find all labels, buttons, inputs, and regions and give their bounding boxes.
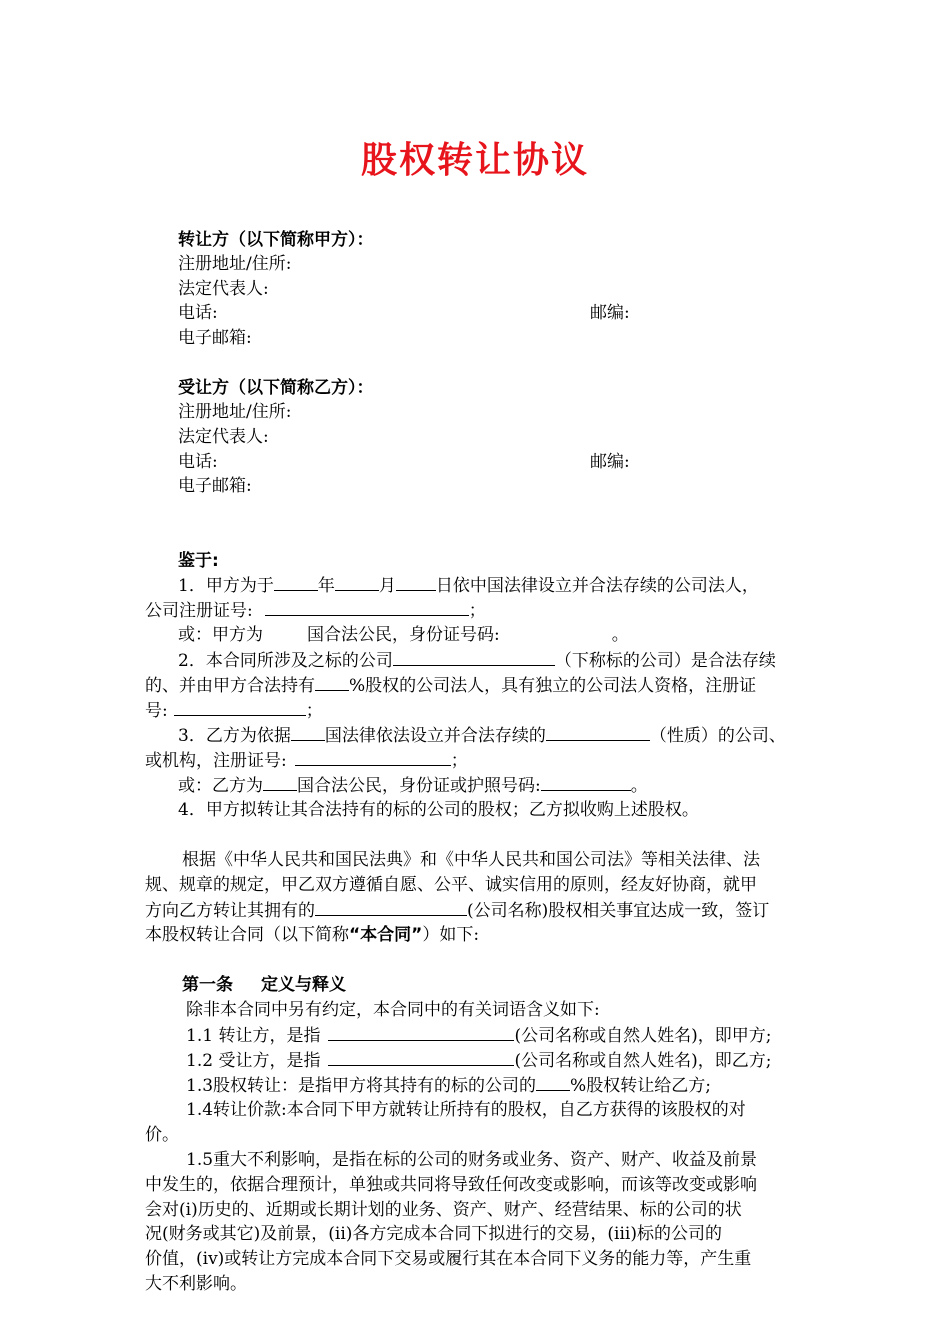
whereas-clause-1-line-1: [178, 573, 759, 598]
party-a-heading: 转让方（以下简称甲方）：: [178, 230, 374, 250]
fill-blank-passport-no[interactable]: [541, 773, 631, 791]
clause-text: ；: [305, 701, 323, 721]
clause-text: 2．本合同所涉及之标的公司: [178, 651, 393, 671]
definition-1-5-line-4: 况(财务或其它)及前景，(ii)各方完成本合同下拟进行的交易，(iii)标的公司的: [145, 1224, 722, 1244]
clause-text: 或：甲方为: [178, 625, 263, 645]
clause-text: 国合法公民，身份证或护照号码:: [297, 776, 541, 796]
fill-blank-transferee[interactable]: [328, 1048, 514, 1066]
whereas-clause-1-line-3: [178, 623, 629, 647]
whereas-clause-1-line-2: [145, 598, 486, 623]
clause-text: 。: [630, 776, 648, 796]
article-1-heading: [182, 973, 346, 997]
fill-blank-percent[interactable]: [315, 673, 349, 691]
contract-short-name: “本合同”: [349, 925, 423, 945]
fill-blank-country[interactable]: [263, 773, 297, 791]
definition-1-5-line-5: 价值，(iv)或转让方完成本合同下交易或履行其在本合同下义务的能力等，产生重: [145, 1249, 752, 1269]
clause-text: 1．甲方为于: [178, 576, 274, 596]
clause-text: 月: [378, 576, 396, 596]
clause-text: 国法律依法设立并合法存续的: [324, 726, 546, 746]
definition-1-5-line-1: 1.5重大不利影响，是指在标的公司的财务或业务、资产、财产、收益及前景: [186, 1150, 758, 1170]
fill-blank-percent[interactable]: [536, 1073, 570, 1091]
fill-blank-transferor[interactable]: [328, 1023, 514, 1041]
fill-blank-registration-no[interactable]: [265, 598, 469, 616]
clause-text: 3．乙方为依据: [178, 726, 291, 746]
definition-1-5-line-3: 会对(i)历史的、近期或长期计划的业务、资产、财产、经营结果、标的公司的状: [145, 1200, 742, 1220]
clause-text: ；: [468, 601, 486, 621]
party-b-email: 电子邮箱:: [178, 476, 252, 496]
party-a-rep: 法定代表人:: [178, 279, 269, 299]
whereas-clause-2-line-1: [178, 648, 776, 673]
clause-text: %股权的公司法人，具有独立的公司法人资格，注册证: [349, 676, 757, 696]
party-b-postcode: 邮编:: [590, 452, 630, 472]
document-title: 股权转让协议: [360, 140, 589, 181]
whereas-clause-3-line-2: [145, 748, 468, 773]
fill-blank-registration-no[interactable]: [295, 748, 451, 766]
party-b-heading: 受让方（以下简称乙方）：: [178, 378, 374, 398]
clause-text: 本股权转让合同（以下简称: [145, 925, 349, 945]
clause-text: %股权转让给乙方;: [570, 1076, 711, 1096]
definition-1-2: [186, 1048, 771, 1073]
clause-text: 日依中国法律设立并合法存续的公司法人，: [435, 576, 759, 596]
clause-text: 或：乙方为: [178, 776, 263, 796]
preamble-line-4: [145, 923, 479, 947]
definition-1-3: [186, 1073, 711, 1098]
article-title: 定义与释义: [261, 975, 346, 995]
definition-1-5-line-6: 大不利影响。: [145, 1274, 247, 1294]
clause-text: ）如下:: [422, 925, 480, 945]
party-a-phone: 电话:: [178, 303, 218, 323]
whereas-heading: 鉴于:: [178, 551, 219, 571]
party-b-rep: 法定代表人:: [178, 427, 269, 447]
clause-text: （性质）的公司、: [649, 726, 786, 746]
definition-1-4-line-2: 价。: [145, 1125, 179, 1145]
clause-text: (公司名称或自然人姓名)，即乙方;: [514, 1051, 772, 1071]
clause-text: (公司名称或自然人姓名)，即甲方;: [514, 1026, 772, 1046]
whereas-clause-2-line-2: [145, 673, 756, 698]
fill-blank-day[interactable]: [396, 573, 436, 591]
clause-text: 1.3股权转让：是指甲方将其持有的标的公司的: [186, 1076, 537, 1096]
whereas-clause-4: 4．甲方拟转让其合法持有的标的公司的股权；乙方拟收购上述股权。: [178, 800, 699, 820]
article-number: 第一条: [182, 975, 233, 995]
clause-text: 的、并由甲方合法持有: [145, 676, 315, 696]
article-1-intro: 除非本合同中另有约定，本合同中的有关词语含义如下:: [186, 1000, 600, 1020]
preamble-line-3: [145, 898, 769, 923]
fill-blank-nature[interactable]: [546, 723, 650, 741]
fill-blank-company-name[interactable]: [315, 898, 467, 916]
preamble-line-2: 规、规章的规定，甲乙双方遵循自愿、公平、诚实信用的原则，经友好协商，就甲: [145, 875, 757, 895]
clause-text: 公司注册证号:: [145, 601, 253, 621]
definition-1-1: [186, 1023, 771, 1048]
party-a-address: 注册地址/住所:: [178, 254, 292, 274]
preamble-line-1: 根据《中华人民共和国民法典》和《中华人民共和国公司法》等相关法律、法: [182, 850, 760, 870]
party-a-email: 电子邮箱:: [178, 328, 252, 348]
clause-text: (公司名称)股权相关事宜达成一致，签订: [467, 901, 770, 921]
clause-text: ；: [450, 751, 468, 771]
clause-text: 号:: [145, 701, 168, 721]
fill-blank-year[interactable]: [274, 573, 318, 591]
fill-blank-registration-no[interactable]: [174, 698, 306, 716]
clause-text: 。: [611, 625, 629, 645]
clause-text: 年: [317, 576, 335, 596]
clause-text: （下称标的公司）是合法存续: [554, 651, 776, 671]
whereas-clause-3-line-3: [178, 773, 648, 798]
clause-text: 或机构，注册证号:: [145, 751, 287, 771]
party-a-postcode: 邮编:: [590, 303, 630, 323]
clause-text: 1.2 受让方，是指: [186, 1051, 321, 1071]
party-b-address: 注册地址/住所:: [178, 402, 292, 422]
party-b-phone: 电话:: [178, 452, 218, 472]
clause-text: 方向乙方转让其拥有的: [145, 901, 315, 921]
definition-1-4-line-1: 1.4转让价款:本合同下甲方就转让所持有的股权，自乙方获得的该股权的对: [186, 1100, 746, 1120]
clause-text: 1.1 转让方，是指: [186, 1026, 321, 1046]
fill-blank-country[interactable]: [291, 723, 325, 741]
whereas-clause-3-line-1: [178, 723, 786, 748]
clause-text: 国合法公民，身份证号码:: [307, 625, 500, 645]
definition-1-5-line-2: 中发生的，依据合理预计，单独或共同将导致任何改变或影响，而该等改变或影响: [145, 1175, 757, 1195]
fill-blank-target-company[interactable]: [393, 648, 555, 666]
fill-blank-month[interactable]: [335, 573, 379, 591]
whereas-clause-2-line-3: [145, 698, 323, 723]
